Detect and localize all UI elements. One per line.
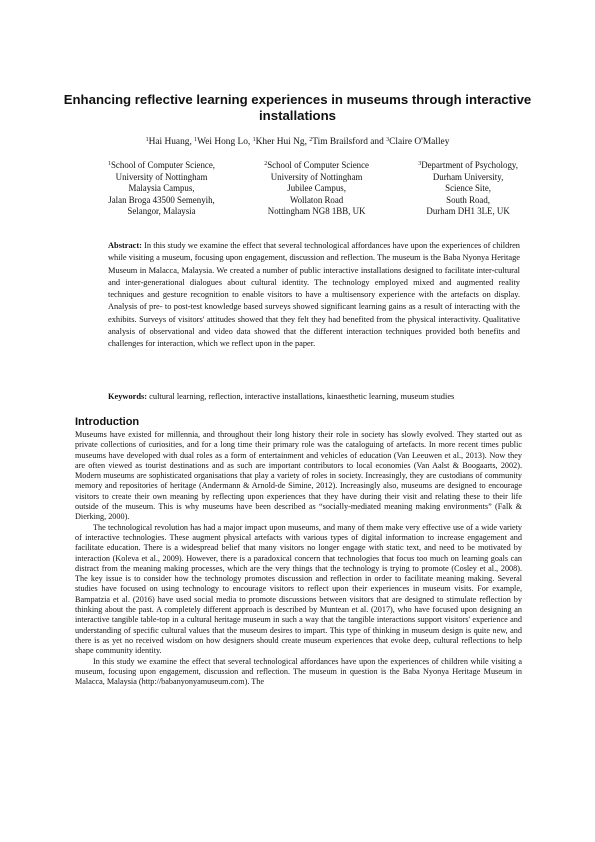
introduction-body xyxy=(75,430,522,687)
author: $^1$Kher Hui Ng, xyxy=(252,137,310,147)
keywords xyxy=(108,391,558,403)
author: $^3$Claire O'Malley xyxy=(386,137,450,147)
paragraph: In this study we examine the effect that several technological affordances have upon the experiences of children while visiting a museum, focusing upon engagement, discussion and reflection. The museum in question is the Baba Nyonya Heritage Museum in Malacca, Malaysia (http://babanyonyamuseum.com). The xyxy=(75,656,522,687)
section-heading-introduction: Introduction xyxy=(75,416,140,428)
author: $^1$Wei Hong Lo, xyxy=(194,137,253,147)
affiliation-1: $^1$School of Computer Science, University of Nottingham Malaysia Campus, Jalan Broga 43500 Semenyih, Selangor, Malaysia xyxy=(108,160,216,217)
affiliations xyxy=(108,160,518,218)
abstract xyxy=(108,240,520,351)
affiliation-2: $^2$School of Computer Science University of Nottingham Jubilee Campus, Wollaton Road Nottingham NG8 1BB, UK xyxy=(264,160,369,217)
author-list xyxy=(60,136,535,148)
paragraph: The technological revolution has had a major impact upon museums, and many of them make very effective use of a wide variety of interactive technologies. These augment physical artefacts with various types of digital information to increase engagement and facilitate education. There is a widespread belief that many visitors no longer engage with static text, and need to be motivated by interaction (Koleva et al., 2009). However, there is a paradoxical concern that technologies that focus too much on learning goals can distract from the meaning making processes, which are the very things that the technology is trying to promote (Cosley et al., 2008). The key issue is to consider how the technology promotes discussion and reflection in order to facilitate meaning making. Several studies have focused on using technology to encourage visitors to reflect upon their experiences in museum visits. For example, Bampatzia et al. (2016) have used social media to promote discussions between visitors that are designed to stimulate reflection by thinking about the past. A completely different approach is described by Muntean et al. (2017), who have focused upon designing an interactive tangible table-top in a cultural heritage museum in such a way that the tangible interactions support visitors' experience and understanding of specific cultural values that the museum desires to impart. This type of thinking in museum design is quite new, and there is as yet no received wisdom on how designers should create museum experiences that evoke deep, cultural reflections to help shape community identity. xyxy=(75,522,522,656)
author: $^2$Tim Brailsford and xyxy=(309,137,387,147)
paragraph: Museums have existed for millennia, and throughout their long history their role in society has slowly evolved. They started out as private collections of curiosities, and for a long time their primary role was the cataloguing of artefacts. In more recent times public museums have developed with dual roles as a form of entertainment and vehicles of education (Van Leeuwen et al., 2013). Now they are often viewed as tourist destinations and as such are important contributors to local economies (Van Aalst & Boogaarts, 2002). Modern museums are sophisticated organisations that play a variety of roles in society. Increasingly, they are custodians of community memory and repositories of heritage (Andermann & Arnold-de Simine, 2012). Increasingly also, museums are designed to encourage visitors to create their own meaning by reflecting upon experiences that they have during their visit and relating these to their life outside of the museum. This is why museums have been described as “socially-mediated meaning making environments” (Falk & Dierking, 2000). xyxy=(75,430,522,522)
author: $^1$Hai Huang, xyxy=(145,137,195,147)
affiliation-3: $^3$Department of Psychology, Durham University, Science Site, South Road, Durham DH1 3LE, UK xyxy=(418,160,518,217)
abstract-label: Abstract: xyxy=(108,241,142,250)
paper-title: Enhancing reflective learning experiences in museums through interactive installations xyxy=(63,92,532,123)
keywords-label: Keywords: xyxy=(108,392,148,401)
abstract-text: In this study we examine the effect that several technological affordances have upon the experiences of children while visiting a museum, focusing upon engagement, discussion and reflection. The museum is the Baba Nyonya Heritage Museum in Malacca, Malaysia. We created a number of public interactive installations designed to facilitate inter-cultural and inter-generational dialogues about cultural identity. The technology employed mixed and augmented reality techniques and gesture recognition to enable visitors to have a multisensory experience with the artefacts on display. Analysis of pre- to post-test knowledge based surveys showed significant learning gains as a result of interacting with the exhibits. Surveys of visitors' attitudes showed that they felt they had benefited from the physical interactivity. Qualitative analysis of observational and video data showed that the different interaction techniques provided both benefits and challenges for interaction, which we reflect upon in the paper. xyxy=(108,241,520,349)
keywords-text: cultural learning, reflection, interactive installations, kinaesthetic learning, museum studies xyxy=(149,392,455,401)
